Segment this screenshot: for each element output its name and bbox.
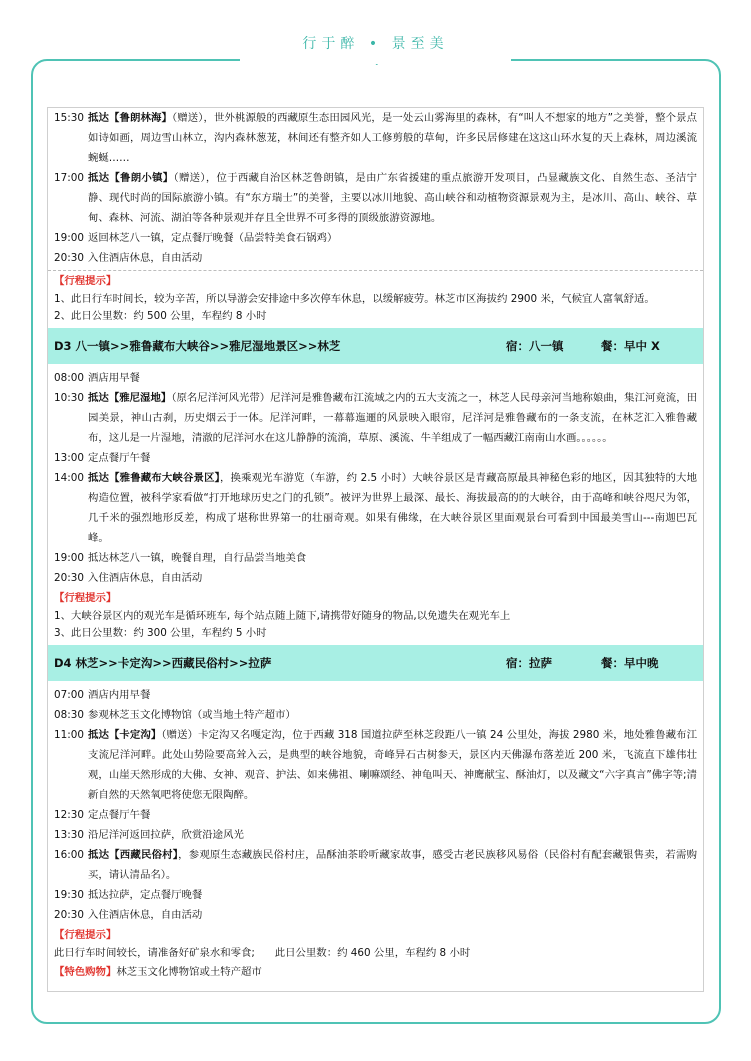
- row-desc: [88, 388, 703, 448]
- row-desc: 参观林芝玉文化博物馆（或当地土特产超市）: [88, 709, 296, 721]
- row-label: 抵达【西藏民俗村】: [88, 849, 179, 861]
- row-time: 08:30: [54, 709, 84, 721]
- itinerary-row: [48, 448, 703, 468]
- tip-line: 1、此日行车时间长，较为辛苦，所以导游会安排途中多次停车休息，以缓解疲劳。林芝市区海拔约 2900 米，气候宜人富氧舒适。: [54, 293, 655, 305]
- row-time: 13:00: [54, 452, 84, 464]
- row-text: （赠送）卡定沟又名嘎定沟，位于西藏 318 国道拉萨至林芝段距八一镇 24 公里处，海拔 2980 米，地处雅鲁藏布江支流尼洋河畔。此处山势险要高耸入云，是典型的峡谷地貌，奇峰异石古树参天，景区内天佛瀑布落差近 200 米，飞流直下雄伟壮观，山崖天然形成的大佛、女神、观音、护法、如来佛祖、喇嘛颂经、神龟叫天、神鹰献宝、酥油灯，以及藏文“六字真言”佛字等;清新自然的天然氧吧将使您无限陶醉。: [88, 729, 697, 801]
- row-desc: 沿尼洋河返回拉萨，欣赏沿途风光: [88, 829, 244, 841]
- itinerary-row: [48, 568, 703, 588]
- row-desc: [88, 168, 703, 228]
- row-desc: 定点餐厅午餐: [88, 809, 151, 821]
- itinerary-row: [48, 845, 703, 885]
- shopping-title: 【特色购物】: [54, 966, 117, 978]
- itinerary-row: [48, 248, 703, 268]
- row-desc: 入住酒店休息，自由活动: [88, 252, 203, 264]
- row-desc: 定点餐厅午餐: [88, 452, 151, 464]
- itinerary-row: [48, 805, 703, 825]
- row-time: 20:30: [54, 252, 84, 264]
- row-time: 16:00: [54, 849, 84, 861]
- row-time: 17:00: [54, 172, 84, 184]
- itinerary-row: [48, 825, 703, 845]
- row-desc: 入住酒店休息，自由活动: [88, 909, 203, 921]
- shopping-text: 林芝玉文化博物馆或土特产超市: [116, 966, 262, 978]
- tip-title: 【行程提示】: [54, 929, 117, 941]
- itinerary-row: [48, 168, 703, 228]
- day-meal: 餐：早中晚: [601, 656, 659, 670]
- row-time: 20:30: [54, 909, 84, 921]
- row-time: 10:30: [54, 392, 84, 404]
- row-time: 19:30: [54, 889, 84, 901]
- day-stay: 宿：拉萨: [506, 656, 552, 670]
- row-desc: [88, 108, 703, 168]
- day-meal: 餐：早中 X: [601, 339, 660, 353]
- row-time: 19:00: [54, 232, 84, 244]
- tip-title: 【行程提示】: [54, 592, 117, 604]
- itinerary-row: [48, 228, 703, 248]
- tip-line: 此日行车时间较长，请准备好矿泉水和零食; 此日公里数：约 460 公里，车程约 8 小时: [54, 947, 471, 959]
- row-time: 12:30: [54, 809, 84, 821]
- row-desc: 抵达拉萨，定点餐厅晚餐: [88, 889, 203, 901]
- row-label: 抵达【鲁朗林海】: [88, 112, 172, 124]
- itinerary-row: [48, 705, 703, 725]
- row-desc: 酒店内用早餐: [88, 689, 151, 701]
- row-desc: 酒店用早餐: [88, 372, 140, 384]
- row-desc: 返回林芝八一镇，定点餐厅晚餐（品尝特美食石锅鸡）: [88, 232, 338, 244]
- day-header-d3: [48, 328, 703, 364]
- row-text: （赠送），位于西藏自治区林芝鲁朗镇，是由广东省援建的重点旅游开发项目，凸显藏族文化、自然生态、圣洁宁静、现代时尚的国际旅游小镇。有“东方瑞士”的美誉，主要以冰川地貌、高山峡谷和动植物资源景观为主，是冰川、高山、峡谷、草甸、森林、河流、湖泊等各种景观并存且全世界不可多得的顶级旅游资源地。: [88, 172, 697, 224]
- itinerary-row: [48, 685, 703, 705]
- itinerary-row: [48, 725, 703, 805]
- brand-slogan-cn: 行于醉 • 景至美: [302, 36, 449, 52]
- row-text: ，换乘观光车游览（车游，约 2.5 小时）大峡谷景区是青藏高原最具神秘色彩的地区，因其独特的大地构造位置，被科学家看做“打开地球历史之门的孔锁”。被评为世界上最深、最长、海拔最高的的大峡谷，由于高峰和峡谷咫尺为邻，几千米的强烈地形反差，构成了堪称世界第一的壮丽奇观。如果有佛缘，在大峡谷景区里面观景台可看到中国最美雪山---南迦巴瓦峰。: [88, 472, 697, 544]
- shopping-line: [48, 962, 703, 982]
- row-time: 20:30: [54, 572, 84, 584]
- itinerary-row: [48, 885, 703, 905]
- row-label: 抵达【鲁朗小镇】: [88, 172, 174, 184]
- tip-line: 3、此日公里数：约 300 公里，车程约 5 小时: [54, 627, 267, 639]
- row-time: 07:00: [54, 689, 84, 701]
- row-desc: 入住酒店休息，自由活动: [88, 572, 203, 584]
- row-label: 抵达【雅鲁藏布大峡谷景区】: [88, 472, 220, 484]
- row-desc: [88, 845, 703, 885]
- row-desc: [88, 468, 703, 548]
- itinerary-row: [48, 368, 703, 388]
- itinerary-row: [48, 108, 703, 168]
- row-desc: 抵达林芝八一镇，晚餐自理，自行品尝当地美食: [88, 552, 307, 564]
- row-text: ，参观原生态藏族民俗村庄，品酥油茶聆听藏家故事，感受古老民族移风易俗（民俗村有配套藏银售卖，若需购买，请认清品名）。: [88, 849, 697, 881]
- day-header-d4: [48, 645, 703, 681]
- row-label: 抵达【雅尼湿地】: [88, 392, 172, 404]
- row-time: 08:00: [54, 372, 84, 384]
- row-time: 19:00: [54, 552, 84, 564]
- row-desc: [88, 725, 703, 805]
- itinerary-row: [48, 468, 703, 548]
- row-text: （赠送），世外桃源般的西藏原生态田园风光，是一处云山雾海里的森林，有“叫人不想家的地方”之美誉，整个景点如诗如画，周边雪山林立，沟内森林葱茏，林间还有整齐如人工修剪般的草甸，许多民居修建在这这山环水复的天上森林，周边溪流蜿蜒……: [88, 112, 697, 164]
- tip-line: 1、大峡谷景区内的观光车是循环班车, 每个站点随上随下,请携带好随身的物品,以免遗失在观光车上: [54, 610, 511, 622]
- tip-line: 2、此日公里数：约 500 公里，车程约 8 小时: [54, 310, 267, 322]
- itinerary-row: [48, 388, 703, 448]
- itinerary-row: [48, 905, 703, 925]
- day-route: D4 林芝>>卡定沟>>西藏民俗村>>拉萨: [54, 656, 272, 670]
- frame-gap: [240, 54, 511, 64]
- row-time: 14:00: [54, 472, 84, 484]
- row-text: （原名尼洋河风光带）尼洋河是雅鲁藏布江流域之内的五大支流之一，林芝人民母亲河当地称娘曲，集江河竟流，田园美景，神山古刹，历史烟云于一体。尼洋河畔，一幕幕迤逦的风景映入眼帘，尼洋河是雅鲁藏布的一条支流，在林芝汇入雅鲁藏布，这儿是一片湿地，清澈的尼洋河水在这儿静静的流淌，草原、溪流、牛羊组成了一幅西藏江南南山水画。。。。。。: [88, 392, 698, 444]
- row-time: 11:00: [54, 729, 84, 741]
- tip-title: 【行程提示】: [54, 275, 117, 287]
- row-time: 13:30: [54, 829, 84, 841]
- day-route: D3 八一镇>>雅鲁藏布大峡谷>>雅尼湿地景区>>林芝: [54, 339, 341, 353]
- itinerary-row: [48, 548, 703, 568]
- day-stay: 宿：八一镇: [506, 339, 564, 353]
- row-label: 抵达【卡定沟】: [88, 729, 162, 741]
- itinerary-content: [47, 107, 704, 992]
- row-time: 15:30: [54, 112, 84, 124]
